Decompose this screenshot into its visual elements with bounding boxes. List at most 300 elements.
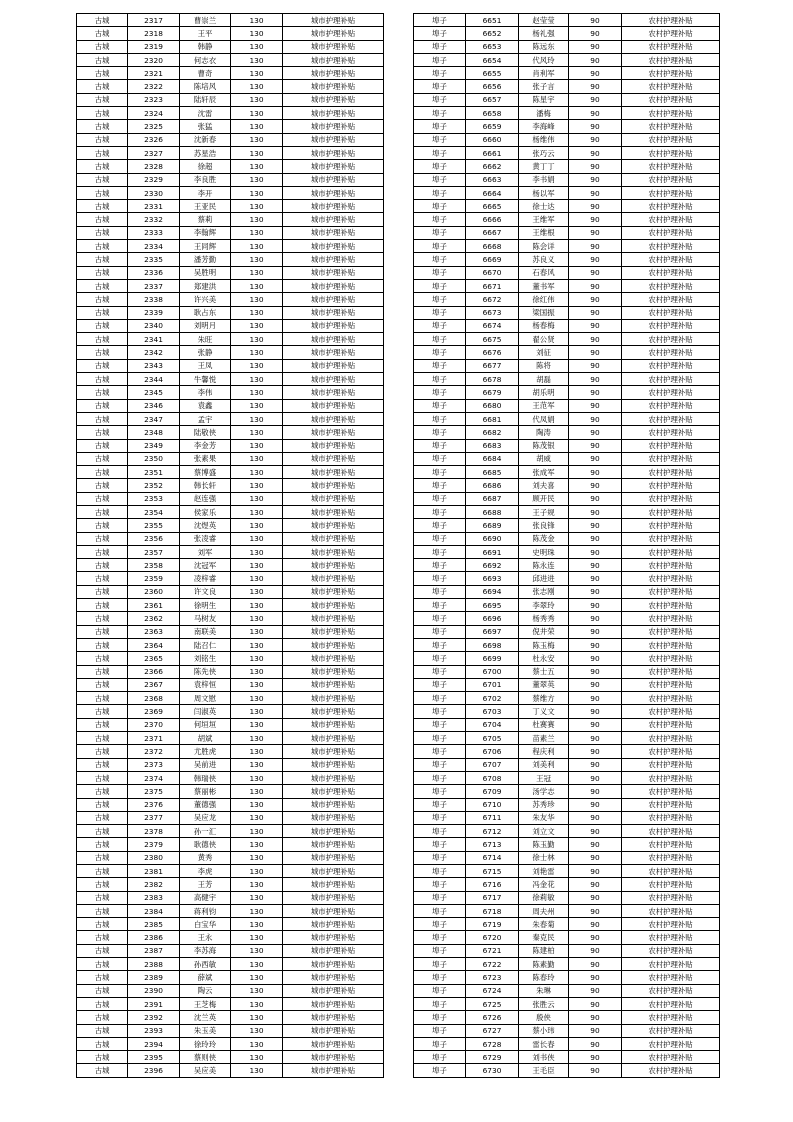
town-cell: 埠子 xyxy=(414,173,466,186)
table-row xyxy=(414,838,720,851)
table-row xyxy=(77,479,384,492)
amount-cell: 130 xyxy=(231,1064,283,1077)
table-row xyxy=(414,665,720,678)
table-row xyxy=(77,333,384,346)
subsidy-type-cell: 农村护理补贴 xyxy=(622,27,720,40)
town-cell: 古城 xyxy=(77,705,128,718)
amount-cell: 90 xyxy=(569,798,622,811)
name-cell: 蔡维方 xyxy=(519,692,569,705)
serial-number-cell: 2318 xyxy=(128,27,180,40)
subsidy-type-cell: 城市护理补贴 xyxy=(283,572,384,585)
table-row xyxy=(77,133,384,146)
subsidy-type-cell: 农村护理补贴 xyxy=(622,612,720,625)
table-row xyxy=(414,572,720,585)
table-row xyxy=(414,466,720,479)
town-cell: 古城 xyxy=(77,785,128,798)
amount-cell: 130 xyxy=(231,918,283,931)
table-row xyxy=(414,1064,720,1077)
subsidy-type-cell: 城市护理补贴 xyxy=(283,1037,384,1050)
amount-cell: 90 xyxy=(569,359,622,372)
town-cell: 埠子 xyxy=(414,532,466,545)
town-cell: 埠子 xyxy=(414,439,466,452)
table-row xyxy=(77,718,384,731)
subsidy-type-cell: 城市护理补贴 xyxy=(283,253,384,266)
amount-cell: 130 xyxy=(231,745,283,758)
name-cell: 陈星宇 xyxy=(519,93,569,106)
subsidy-type-cell: 农村护理补贴 xyxy=(622,213,720,226)
amount-cell: 90 xyxy=(569,918,622,931)
town-cell: 古城 xyxy=(77,612,128,625)
amount-cell: 90 xyxy=(569,1064,622,1077)
serial-number-cell: 2342 xyxy=(128,346,180,359)
serial-number-cell: 6715 xyxy=(466,865,519,878)
amount-cell: 90 xyxy=(569,545,622,558)
subsidy-type-cell: 农村护理补贴 xyxy=(622,559,720,572)
table-row xyxy=(414,67,720,80)
table-row xyxy=(414,559,720,572)
serial-number-cell: 2340 xyxy=(128,319,180,332)
serial-number-cell: 2351 xyxy=(128,466,180,479)
name-cell: 陶涛 xyxy=(519,426,569,439)
serial-number-cell: 6693 xyxy=(466,572,519,585)
table-row xyxy=(77,572,384,585)
amount-cell: 130 xyxy=(231,1024,283,1037)
table-row xyxy=(414,492,720,505)
name-cell: 吴应美 xyxy=(180,1064,231,1077)
town-cell: 埠子 xyxy=(414,293,466,306)
name-cell: 吴前进 xyxy=(180,758,231,771)
table-row xyxy=(414,878,720,891)
serial-number-cell: 6659 xyxy=(466,120,519,133)
subsidy-type-cell: 城市护理补贴 xyxy=(283,851,384,864)
table-row xyxy=(77,120,384,133)
name-cell: 闫淑英 xyxy=(180,705,231,718)
serial-number-cell: 6701 xyxy=(466,678,519,691)
amount-cell: 130 xyxy=(231,412,283,425)
subsidy-type-cell: 农村护理补贴 xyxy=(622,878,720,891)
subsidy-type-cell: 城市护理补贴 xyxy=(283,958,384,971)
town-cell: 古城 xyxy=(77,253,128,266)
name-cell: 徐红伟 xyxy=(519,293,569,306)
name-cell: 孟宇 xyxy=(180,412,231,425)
amount-cell: 130 xyxy=(231,107,283,120)
table-row xyxy=(77,838,384,851)
town-cell: 埠子 xyxy=(414,918,466,931)
subsidy-type-cell: 农村护理补贴 xyxy=(622,346,720,359)
subsidy-type-cell: 农村护理补贴 xyxy=(622,758,720,771)
amount-cell: 130 xyxy=(231,825,283,838)
town-cell: 古城 xyxy=(77,1037,128,1050)
town-cell: 古城 xyxy=(77,213,128,226)
town-cell: 古城 xyxy=(77,373,128,386)
town-cell: 古城 xyxy=(77,505,128,518)
name-cell: 韩长轩 xyxy=(180,479,231,492)
name-cell: 陈春玲 xyxy=(519,971,569,984)
table-row xyxy=(77,426,384,439)
town-cell: 古城 xyxy=(77,851,128,864)
serial-number-cell: 6656 xyxy=(466,80,519,93)
town-cell: 埠子 xyxy=(414,1011,466,1024)
amount-cell: 90 xyxy=(569,984,622,997)
amount-cell: 90 xyxy=(569,253,622,266)
amount-cell: 90 xyxy=(569,692,622,705)
serial-number-cell: 2357 xyxy=(128,545,180,558)
amount-cell: 130 xyxy=(231,492,283,505)
table-row xyxy=(77,758,384,771)
serial-number-cell: 6709 xyxy=(466,785,519,798)
town-cell: 埠子 xyxy=(414,133,466,146)
subsidy-type-cell: 农村护理补贴 xyxy=(622,173,720,186)
subsidy-type-cell: 城市护理补贴 xyxy=(283,918,384,931)
town-cell: 古城 xyxy=(77,67,128,80)
table-row xyxy=(414,958,720,971)
amount-cell: 90 xyxy=(569,997,622,1010)
subsidy-type-cell: 农村护理补贴 xyxy=(622,785,720,798)
town-cell: 埠子 xyxy=(414,1064,466,1077)
right-table-body xyxy=(414,14,720,1078)
serial-number-cell: 6665 xyxy=(466,200,519,213)
name-cell: 李金芳 xyxy=(180,439,231,452)
table-row xyxy=(414,412,720,425)
serial-number-cell: 2380 xyxy=(128,851,180,864)
table-row xyxy=(77,279,384,292)
amount-cell: 130 xyxy=(231,705,283,718)
name-cell: 蔡小玮 xyxy=(519,1024,569,1037)
table-row xyxy=(77,173,384,186)
name-cell: 何垣垣 xyxy=(180,718,231,731)
serial-number-cell: 2338 xyxy=(128,293,180,306)
town-cell: 古城 xyxy=(77,399,128,412)
town-cell: 埠子 xyxy=(414,745,466,758)
amount-cell: 130 xyxy=(231,279,283,292)
table-row xyxy=(414,519,720,532)
serial-number-cell: 2347 xyxy=(128,412,180,425)
town-cell: 古城 xyxy=(77,1051,128,1064)
serial-number-cell: 2371 xyxy=(128,732,180,745)
name-cell: 汤学志 xyxy=(519,785,569,798)
serial-number-cell: 6712 xyxy=(466,825,519,838)
town-cell: 埠子 xyxy=(414,638,466,651)
amount-cell: 90 xyxy=(569,226,622,239)
serial-number-cell: 2376 xyxy=(128,798,180,811)
town-cell: 埠子 xyxy=(414,333,466,346)
serial-number-cell: 2386 xyxy=(128,931,180,944)
subsidy-type-cell: 城市护理补贴 xyxy=(283,545,384,558)
amount-cell: 130 xyxy=(231,359,283,372)
name-cell: 翟公贤 xyxy=(519,333,569,346)
table-row xyxy=(414,612,720,625)
amount-cell: 130 xyxy=(231,293,283,306)
amount-cell: 90 xyxy=(569,240,622,253)
table-row xyxy=(77,53,384,66)
subsidy-type-cell: 城市护理补贴 xyxy=(283,1051,384,1064)
amount-cell: 130 xyxy=(231,771,283,784)
amount-cell: 90 xyxy=(569,319,622,332)
subsidy-type-cell: 农村护理补贴 xyxy=(622,492,720,505)
town-cell: 埠子 xyxy=(414,545,466,558)
town-cell: 埠子 xyxy=(414,27,466,40)
name-cell: 蔡博盛 xyxy=(180,466,231,479)
town-cell: 埠子 xyxy=(414,213,466,226)
amount-cell: 90 xyxy=(569,771,622,784)
amount-cell: 90 xyxy=(569,213,622,226)
table-row xyxy=(77,705,384,718)
table-row xyxy=(414,918,720,931)
subsidy-type-cell: 城市护理补贴 xyxy=(283,107,384,120)
serial-number-cell: 6710 xyxy=(466,798,519,811)
town-cell: 古城 xyxy=(77,865,128,878)
table-row xyxy=(77,226,384,239)
table-row xyxy=(77,1011,384,1024)
serial-number-cell: 6683 xyxy=(466,439,519,452)
amount-cell: 130 xyxy=(231,599,283,612)
amount-cell: 130 xyxy=(231,652,283,665)
amount-cell: 90 xyxy=(569,1051,622,1064)
serial-number-cell: 2333 xyxy=(128,226,180,239)
serial-number-cell: 6702 xyxy=(466,692,519,705)
subsidy-type-cell: 城市护理补贴 xyxy=(283,333,384,346)
amount-cell: 90 xyxy=(569,492,622,505)
serial-number-cell: 2346 xyxy=(128,399,180,412)
serial-number-cell: 6694 xyxy=(466,585,519,598)
subsidy-type-cell: 农村护理补贴 xyxy=(622,984,720,997)
name-cell: 苗素兰 xyxy=(519,732,569,745)
table-row xyxy=(77,612,384,625)
name-cell: 王子规 xyxy=(519,505,569,518)
table-row xyxy=(414,904,720,917)
name-cell: 张巧云 xyxy=(519,146,569,159)
amount-cell: 130 xyxy=(231,732,283,745)
serial-number-cell: 2339 xyxy=(128,306,180,319)
subsidy-type-cell: 农村护理补贴 xyxy=(622,279,720,292)
table-row xyxy=(414,625,720,638)
amount-cell: 90 xyxy=(569,412,622,425)
table-row xyxy=(77,27,384,40)
name-cell: 马树友 xyxy=(180,612,231,625)
amount-cell: 130 xyxy=(231,439,283,452)
name-cell: 刘铭生 xyxy=(180,652,231,665)
town-cell: 古城 xyxy=(77,93,128,106)
name-cell: 李书娟 xyxy=(519,173,569,186)
table-row xyxy=(414,266,720,279)
town-cell: 古城 xyxy=(77,532,128,545)
amount-cell: 130 xyxy=(231,306,283,319)
serial-number-cell: 2353 xyxy=(128,492,180,505)
serial-number-cell: 6670 xyxy=(466,266,519,279)
town-cell: 古城 xyxy=(77,745,128,758)
town-cell: 埠子 xyxy=(414,200,466,213)
serial-number-cell: 2370 xyxy=(128,718,180,731)
town-cell: 埠子 xyxy=(414,811,466,824)
table-row xyxy=(77,997,384,1010)
amount-cell: 90 xyxy=(569,944,622,957)
amount-cell: 130 xyxy=(231,80,283,93)
town-cell: 埠子 xyxy=(414,705,466,718)
name-cell: 陈玉勤 xyxy=(519,838,569,851)
amount-cell: 90 xyxy=(569,705,622,718)
serial-number-cell: 6666 xyxy=(466,213,519,226)
table-row xyxy=(414,652,720,665)
serial-number-cell: 2323 xyxy=(128,93,180,106)
amount-cell: 90 xyxy=(569,293,622,306)
subsidy-type-cell: 农村护理补贴 xyxy=(622,67,720,80)
subsidy-type-cell: 农村护理补贴 xyxy=(622,479,720,492)
subsidy-type-cell: 城市护理补贴 xyxy=(283,439,384,452)
town-cell: 埠子 xyxy=(414,984,466,997)
town-cell: 埠子 xyxy=(414,612,466,625)
subsidy-type-cell: 农村护理补贴 xyxy=(622,678,720,691)
subsidy-type-cell: 城市护理补贴 xyxy=(283,519,384,532)
name-cell: 陆敬侠 xyxy=(180,426,231,439)
name-cell: 韩瑞侠 xyxy=(180,771,231,784)
subsidy-type-cell: 城市护理补贴 xyxy=(283,678,384,691)
table-row xyxy=(77,319,384,332)
name-cell: 倪井荣 xyxy=(519,625,569,638)
table-row xyxy=(414,133,720,146)
town-cell: 古城 xyxy=(77,718,128,731)
name-cell: 李海峰 xyxy=(519,120,569,133)
name-cell: 石春风 xyxy=(519,266,569,279)
serial-number-cell: 2377 xyxy=(128,811,180,824)
town-cell: 埠子 xyxy=(414,851,466,864)
name-cell: 徐士林 xyxy=(519,851,569,864)
amount-cell: 130 xyxy=(231,173,283,186)
table-row xyxy=(77,200,384,213)
table-row xyxy=(414,373,720,386)
subsidy-type-cell: 城市护理补贴 xyxy=(283,146,384,159)
amount-cell: 90 xyxy=(569,891,622,904)
town-cell: 古城 xyxy=(77,825,128,838)
name-cell: 张良锋 xyxy=(519,519,569,532)
serial-number-cell: 6699 xyxy=(466,652,519,665)
table-row xyxy=(414,865,720,878)
town-cell: 古城 xyxy=(77,997,128,1010)
table-row xyxy=(77,412,384,425)
amount-cell: 130 xyxy=(231,333,283,346)
town-cell: 古城 xyxy=(77,971,128,984)
serial-number-cell: 6673 xyxy=(466,306,519,319)
serial-number-cell: 6676 xyxy=(466,346,519,359)
subsidy-type-cell: 城市护理补贴 xyxy=(283,266,384,279)
serial-number-cell: 2317 xyxy=(128,14,180,27)
serial-number-cell: 6655 xyxy=(466,67,519,80)
table-row xyxy=(77,253,384,266)
table-row xyxy=(77,918,384,931)
town-cell: 古城 xyxy=(77,918,128,931)
town-cell: 古城 xyxy=(77,53,128,66)
amount-cell: 90 xyxy=(569,67,622,80)
amount-cell: 90 xyxy=(569,160,622,173)
serial-number-cell: 6669 xyxy=(466,253,519,266)
serial-number-cell: 2352 xyxy=(128,479,180,492)
name-cell: 蔡丽彬 xyxy=(180,785,231,798)
name-cell: 张凌睿 xyxy=(180,532,231,545)
table-row xyxy=(414,599,720,612)
serial-number-cell: 2361 xyxy=(128,599,180,612)
serial-number-cell: 2321 xyxy=(128,67,180,80)
amount-cell: 90 xyxy=(569,678,622,691)
table-row xyxy=(77,240,384,253)
name-cell: 张猛 xyxy=(180,120,231,133)
table-row xyxy=(77,1024,384,1037)
serial-number-cell: 6728 xyxy=(466,1037,519,1050)
name-cell: 王毛臣 xyxy=(519,1064,569,1077)
subsidy-type-cell: 农村护理补贴 xyxy=(622,851,720,864)
name-cell: 陆轩辰 xyxy=(180,93,231,106)
name-cell: 蒋利钧 xyxy=(180,904,231,917)
town-cell: 古城 xyxy=(77,133,128,146)
town-cell: 古城 xyxy=(77,984,128,997)
serial-number-cell: 6652 xyxy=(466,27,519,40)
amount-cell: 90 xyxy=(569,107,622,120)
subsidy-type-cell: 城市护理补贴 xyxy=(283,133,384,146)
subsidy-type-cell: 城市护理补贴 xyxy=(283,293,384,306)
amount-cell: 90 xyxy=(569,40,622,53)
table-row xyxy=(77,652,384,665)
amount-cell: 130 xyxy=(231,200,283,213)
name-cell: 曹崇兰 xyxy=(180,14,231,27)
subsidy-type-cell: 农村护理补贴 xyxy=(622,1051,720,1064)
name-cell: 袁鑫 xyxy=(180,399,231,412)
name-cell: 徐莉敏 xyxy=(519,891,569,904)
subsidy-type-cell: 农村护理补贴 xyxy=(622,572,720,585)
name-cell: 史明珠 xyxy=(519,545,569,558)
town-cell: 埠子 xyxy=(414,692,466,705)
name-cell: 董德强 xyxy=(180,798,231,811)
name-cell: 张静 xyxy=(180,346,231,359)
serial-number-cell: 2335 xyxy=(128,253,180,266)
amount-cell: 130 xyxy=(231,585,283,598)
table-row xyxy=(414,1051,720,1064)
table-row xyxy=(77,519,384,532)
town-cell: 埠子 xyxy=(414,891,466,904)
town-cell: 埠子 xyxy=(414,652,466,665)
table-row xyxy=(77,692,384,705)
serial-number-cell: 6657 xyxy=(466,93,519,106)
serial-number-cell: 6691 xyxy=(466,545,519,558)
subsidy-type-cell: 农村护理补贴 xyxy=(622,705,720,718)
table-row xyxy=(414,80,720,93)
table-row xyxy=(414,479,720,492)
amount-cell: 90 xyxy=(569,785,622,798)
serial-number-cell: 6663 xyxy=(466,173,519,186)
town-cell: 埠子 xyxy=(414,878,466,891)
serial-number-cell: 6713 xyxy=(466,838,519,851)
town-cell: 埠子 xyxy=(414,279,466,292)
subsidy-type-cell: 农村护理补贴 xyxy=(622,918,720,931)
table-row xyxy=(414,439,720,452)
table-row xyxy=(414,825,720,838)
town-cell: 埠子 xyxy=(414,14,466,27)
town-cell: 古城 xyxy=(77,904,128,917)
table-row xyxy=(77,944,384,957)
table-row xyxy=(77,1037,384,1050)
name-cell: 黄丁丁 xyxy=(519,160,569,173)
town-cell: 古城 xyxy=(77,346,128,359)
name-cell: 蔡士五 xyxy=(519,665,569,678)
amount-cell: 130 xyxy=(231,1051,283,1064)
name-cell: 白宝华 xyxy=(180,918,231,931)
amount-cell: 130 xyxy=(231,519,283,532)
amount-cell: 130 xyxy=(231,678,283,691)
name-cell: 凌梓睿 xyxy=(180,572,231,585)
town-cell: 埠子 xyxy=(414,904,466,917)
name-cell: 王凤 xyxy=(180,359,231,372)
amount-cell: 90 xyxy=(569,505,622,518)
serial-number-cell: 2384 xyxy=(128,904,180,917)
subsidy-type-cell: 城市护理补贴 xyxy=(283,93,384,106)
name-cell: 韩静 xyxy=(180,40,231,53)
